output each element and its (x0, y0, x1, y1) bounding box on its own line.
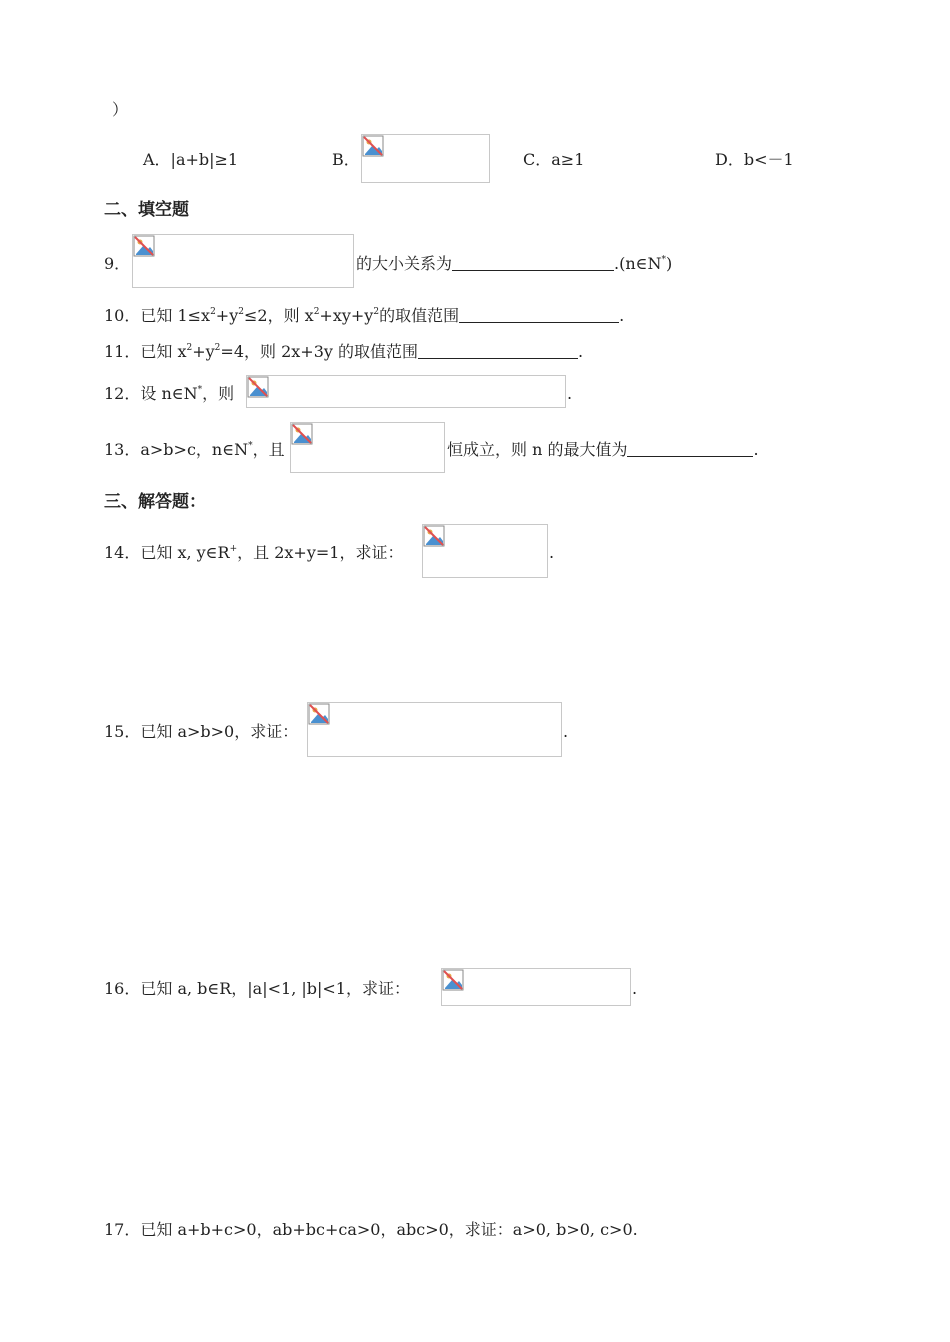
q8-tail: ） (112, 100, 129, 119)
broken-image-icon (133, 235, 157, 259)
q12-expression-image (246, 375, 566, 408)
q13-question-start: 13．a>b>c，n∈N*，且 (104, 440, 285, 459)
q8-option-b: B． (332, 150, 360, 169)
q8-option-c: C．a≥1 (523, 150, 585, 169)
broken-image-icon (423, 525, 447, 549)
q16-expression-image (441, 968, 631, 1006)
q9-answer-blank (452, 256, 614, 271)
q14-expression-image (422, 524, 548, 578)
q17-question: 17．已知 a+b+c>0，ab+bc+ca>0，abc>0，求证：a>0, b>0, c>0. (104, 1220, 638, 1239)
q8-option-d: D．b<－1 (715, 150, 794, 169)
broken-image-icon (362, 135, 386, 159)
broken-image-icon (291, 423, 315, 447)
option-b-image (361, 134, 490, 183)
q9-question: 的大小关系为 .(n∈N*) (356, 254, 673, 273)
q15-period: . (563, 722, 569, 741)
q15-expression-image (307, 702, 562, 757)
broken-image-icon (308, 703, 332, 727)
q14-question: 14．已知 x, y∈R+，且 2x+y=1，求证： (104, 543, 404, 562)
q11-question: 11．已知 $x^2+y^2=4$，则 2x+3y 的取值范围 . (104, 342, 584, 361)
q13-question-end: 恒成立，则 n 的最大值为 . (447, 440, 759, 459)
q9-number: 9． (104, 254, 131, 273)
section-heading-fill-blank: 二、填空题 (104, 200, 189, 220)
q8-option-a: A．|a+b|≥1 (143, 150, 239, 169)
broken-image-icon (247, 376, 271, 400)
q16-period: . (632, 979, 638, 998)
q12-question: 12．设 n∈N*，则 (104, 384, 235, 403)
q16-question: 16．已知 a, b∈R，|a|<1, |b|<1，求证： (104, 979, 410, 998)
q12-period: . (567, 384, 573, 403)
q14-period: . (549, 543, 555, 562)
q9-expression-image (132, 234, 354, 288)
q9-text: 的大小关系为 (356, 254, 453, 273)
q15-question: 15．已知 a>b>0，求证： (104, 722, 299, 741)
broken-image-icon (442, 969, 466, 993)
q10-question: 10．已知 $1\le x^2+y^2\le 2$，则 $x^2+xy+y^2$的取值范围 . (104, 306, 625, 325)
q13-expression-image (290, 422, 445, 473)
section-heading-solve: 三、解答题： (104, 492, 206, 512)
q10-answer-blank (459, 308, 619, 323)
q13-answer-blank (627, 442, 753, 457)
q11-answer-blank (418, 344, 578, 359)
